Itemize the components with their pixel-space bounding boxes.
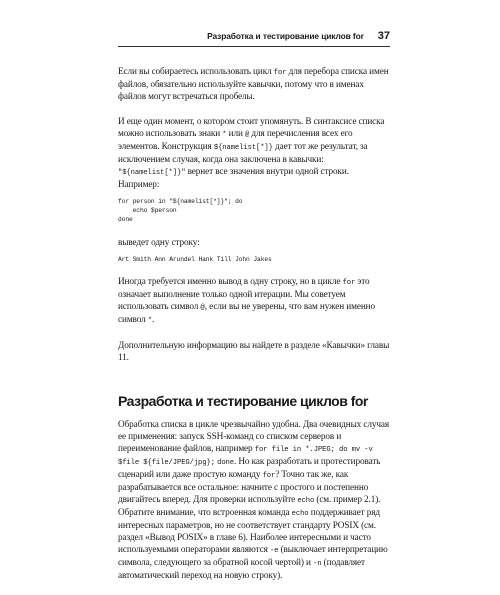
inline-code: -n bbox=[313, 559, 322, 568]
inline-code: -e bbox=[269, 546, 279, 555]
paragraph-quotes-filenames: Если вы собираетесь использовать цикл for для перебора списка имен файлов, обязательно используйте кавычки, потому что в именах файлов могут встречаться пробелы. bbox=[118, 67, 389, 102]
code-line: Art Smith Ann Arundel Hank Till John Jakes bbox=[118, 255, 272, 263]
section-heading: Разработка и тестирование циклов for bbox=[118, 392, 368, 409]
paragraph-more-info: Дополнительную информацию вы найдете в разделе «Кавычки» главы 11. bbox=[118, 340, 390, 363]
inline-code: @ bbox=[245, 131, 250, 139]
inline-code: ${namelist[*]} bbox=[213, 144, 273, 152]
inline-code: for bbox=[262, 471, 276, 480]
header-rule bbox=[118, 46, 390, 47]
paragraph-output-intro: выведет одну строку: bbox=[118, 237, 200, 248]
running-header bbox=[118, 30, 390, 42]
inline-code: for bbox=[342, 278, 356, 287]
page-number: 37 bbox=[377, 30, 390, 42]
inline-code: for bbox=[273, 69, 287, 77]
inline-code: "${namelist[*]}" bbox=[118, 169, 186, 177]
inline-code: echo bbox=[291, 509, 309, 518]
inline-code: @ bbox=[200, 303, 205, 312]
code-block-output bbox=[118, 255, 390, 264]
code-line: echo $person bbox=[118, 207, 177, 215]
paragraph-single-line-note: Иногда требуется именно вывод в одну строку, но в цикле for это означает выполнение только одной итерации. Мы советуем использовать символ @, если вы не уверены, что вам нужен именно символ *. bbox=[118, 276, 376, 325]
code-block-for-loop bbox=[118, 197, 390, 225]
paragraph-loop-development: Обработка списка в цикле чрезвычайно удобна. Два очевидных случая ее применения: запуск SSH-команд со списком серверов и переименование файлов, например for file in *.JPEG; do mv -v $file ${file/JPEG/jpg}; done. Но как разработать и протестировать сценарий или даже простую команду for? Точно так же, как разрабатывается все остальное: начните с простого и постепенно двигайтесь вперед. Для проверки используйте echo (см. пример 2.1). Обратите внимание, что встроенная команда echo поддерживает ряд интересных параметров, но не соответствует стандарту POSIX (см. раздел «Вывод POSIX» в главе 6). Наиболее интересными и часто используемыми операторами являются -e (выключает интерпретацию символа, следующего за обратной косой чертой) и -n (подавляет автоматический переход на новую строку). bbox=[118, 419, 390, 581]
code-line: done bbox=[118, 216, 133, 224]
page-body bbox=[118, 66, 390, 595]
paragraph-list-syntax: И еще один момент, о котором стоит упомянуть. В синтаксисе списка можно использовать знаки * или @ для перечисления всех его элементов. Конструкция ${namelist[*]} дает тот же результат, за исключением случая, когда она заключена в кавычки: "${namelist[*]}" вернет все значения внутри одной строки. Например: bbox=[118, 117, 385, 190]
inline-code: for file in *.JPEG; do mv -v $file ${file/JPEG/jpg}; bbox=[118, 445, 373, 467]
inline-code: echo bbox=[297, 496, 315, 505]
inline-code: done bbox=[217, 458, 234, 467]
inline-code: * bbox=[222, 131, 227, 139]
inline-code: * bbox=[147, 316, 153, 325]
running-header-title: Разработка и тестирование циклов for bbox=[207, 31, 364, 41]
code-line: for person in "${namelist[*]}"; do bbox=[118, 198, 243, 205]
